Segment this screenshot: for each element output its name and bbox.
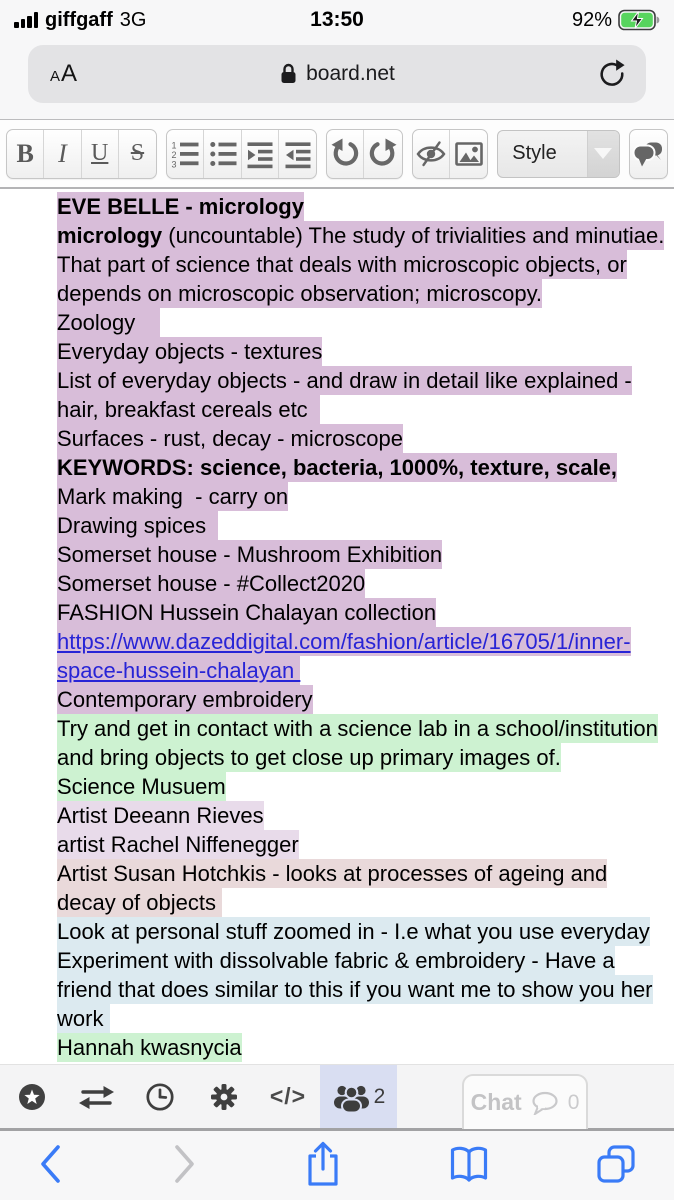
editor-line	[57, 975, 674, 1004]
editor-line	[57, 656, 674, 685]
ordered-list-icon	[170, 139, 200, 169]
text-segment: Science Musuem	[57, 774, 226, 799]
style-dropdown-arrow	[587, 131, 619, 177]
share-icon	[302, 1140, 344, 1188]
import-export-arrows-icon	[78, 1082, 115, 1112]
insert-image-button[interactable]	[450, 130, 487, 178]
text-segment: Hannah kwasnycia	[57, 1035, 242, 1060]
back-chevron-icon	[36, 1143, 66, 1185]
editor-line	[57, 221, 674, 250]
editor-line	[57, 743, 674, 772]
editor-line	[57, 859, 674, 888]
text-segment: Look at personal stuff zoomed in - I.e what you use everyday	[57, 919, 650, 944]
editor-line	[57, 685, 674, 714]
text-segment: Somerset house - Mushroom Exhibition	[57, 542, 443, 567]
star-button[interactable]	[0, 1065, 64, 1128]
editor-line	[57, 511, 674, 540]
text-segment: Artist Deeann Rieves	[57, 803, 264, 828]
forward-chevron-icon	[169, 1143, 199, 1185]
user-count-badge: 2	[373, 1084, 386, 1108]
tabs-icon	[594, 1142, 638, 1186]
underline-label: U	[91, 140, 109, 166]
text-segment: KEYWORDS: science, bacteria, 1000%, texture, scale,	[57, 455, 618, 480]
star-icon	[17, 1082, 47, 1112]
text-segment: friend that does similar to this if you want me to show you her	[57, 977, 653, 1002]
editor-line	[57, 424, 674, 453]
undo-button[interactable]	[327, 130, 364, 178]
text-segment: EVE BELLE - micrology	[57, 194, 304, 219]
url-display[interactable]	[28, 62, 646, 86]
italic-button[interactable]	[44, 130, 81, 178]
text-segment: List of everyday objects - and draw in detail like explained -	[57, 368, 632, 393]
editor-line	[57, 569, 674, 598]
chat-label: Chat	[470, 1089, 522, 1115]
embed-code-icon: </>	[269, 1083, 307, 1109]
history-group	[326, 129, 403, 179]
battery-charging-icon	[618, 9, 660, 31]
unordered-list-icon	[208, 139, 238, 169]
style-dropdown-label: Style	[512, 142, 557, 164]
editor-line	[57, 395, 674, 424]
text-segment: Try and get in contact with a science lab in a school/institution	[57, 716, 658, 741]
editor-line	[57, 250, 674, 279]
text-segment: That part of science that deals with microscopic objects, or	[57, 252, 627, 277]
chevron-down-icon	[594, 148, 612, 159]
undo-icon	[330, 138, 360, 170]
back-button[interactable]	[36, 1143, 66, 1185]
editor-line	[57, 1004, 674, 1033]
text-segment: Everyday objects - textures	[57, 339, 323, 364]
underline-button[interactable]	[82, 130, 119, 178]
unordered-list-button[interactable]	[204, 130, 241, 178]
editor-surface[interactable]	[0, 189, 674, 1064]
text-segment: Drawing spices	[57, 513, 219, 538]
import-export-button[interactable]	[64, 1065, 128, 1128]
text-segment: Contemporary embroidery	[57, 687, 313, 712]
battery-percent-label: 92%	[571, 8, 612, 31]
chat-tab[interactable]	[462, 1074, 588, 1129]
outdent-button[interactable]	[279, 130, 316, 178]
insert-image-icon	[454, 139, 484, 169]
bookmarks-button[interactable]	[447, 1142, 491, 1186]
insert-group	[412, 129, 489, 179]
list-group	[166, 129, 317, 179]
editor-line	[57, 482, 674, 511]
domain-label: board.net	[306, 62, 395, 85]
gear-icon	[209, 1082, 239, 1112]
comment-button[interactable]	[630, 130, 667, 178]
style-dropdown[interactable]	[497, 130, 619, 178]
hide-authorship-button[interactable]	[413, 130, 450, 178]
editor-line	[57, 801, 674, 830]
text-segment: hair, breakfast cereals etc	[57, 397, 320, 422]
strikethrough-label: S	[130, 140, 145, 166]
editor-line	[57, 366, 674, 395]
editor-line	[57, 279, 674, 308]
address-bar[interactable]	[28, 45, 646, 103]
tabs-button[interactable]	[594, 1142, 638, 1186]
forward-button[interactable]	[169, 1143, 199, 1185]
text-segment: Artist Susan Hotchkis - looks at processes of ageing and	[57, 861, 608, 886]
hide-authorship-colors-icon	[416, 139, 446, 169]
editor-line	[57, 453, 674, 482]
text-segment: and bring objects to get close up primary images of.	[57, 745, 561, 770]
editor-line	[57, 772, 674, 801]
editor-line	[57, 598, 674, 627]
text-segment: Experiment with dissolvable fabric & embroidery - Have a	[57, 948, 615, 973]
chat-count-badge: 0	[567, 1090, 580, 1114]
strikethrough-button[interactable]	[119, 130, 156, 178]
chat-bubbles-icon	[632, 139, 664, 169]
text-size-button[interactable]: AA	[50, 60, 79, 87]
hyperlink[interactable]: space-hussein-chalayan	[57, 658, 301, 683]
svg-text:3: 3	[171, 159, 177, 169]
text-segment: artist Rachel Niffenegger	[57, 832, 299, 857]
users-button[interactable]	[320, 1065, 397, 1128]
comment-group	[629, 129, 668, 179]
embed-code-button[interactable]	[256, 1065, 320, 1128]
italic-label: I	[58, 138, 67, 168]
text-segment: (uncountable) The study of trivialities and minutiae.	[162, 223, 665, 248]
ios-status-bar	[0, 0, 674, 40]
editor-line	[57, 540, 674, 569]
editor-line	[57, 1033, 674, 1062]
share-button[interactable]	[302, 1140, 344, 1188]
outdent-icon	[283, 139, 313, 169]
text-segment: FASHION Hussein Chalayan collection	[57, 600, 437, 625]
text-segment: Somerset house - #Collect2020	[57, 571, 366, 596]
editor-line	[57, 830, 674, 859]
editor-line	[57, 888, 674, 917]
clock-label: 13:50	[310, 8, 364, 31]
bold-button[interactable]	[7, 130, 44, 178]
users-icon	[332, 1082, 370, 1112]
editor-toolbar	[0, 120, 674, 189]
redo-button[interactable]	[364, 130, 401, 178]
indent-button[interactable]	[242, 130, 279, 178]
chat-bubble-icon	[531, 1091, 559, 1115]
indent-icon	[245, 139, 275, 169]
text-segment: micrology	[57, 223, 163, 248]
ordered-list-button[interactable]	[167, 130, 204, 178]
open-book-icon	[447, 1142, 491, 1186]
lock-icon	[279, 62, 298, 86]
text-segment: Zoology	[57, 310, 160, 335]
pad-footer-toolbar	[0, 1064, 674, 1131]
hyperlink[interactable]: https://www.dazeddigital.com/fashion/article/16705/1/inner-	[57, 629, 631, 654]
editor-line	[57, 337, 674, 366]
svg-text:1: 1	[171, 140, 177, 150]
carrier-label: giffgaff	[45, 8, 113, 31]
editor-line	[57, 308, 674, 337]
safari-bottom-bar	[0, 1131, 674, 1200]
text-segment: work	[57, 1006, 110, 1031]
safari-url-area	[0, 40, 674, 120]
text-segment: decay of objects	[57, 890, 223, 915]
format-group	[6, 129, 157, 179]
text-segment: depends on microscopic observation; microscopy.	[57, 281, 543, 306]
text-segment: Mark making - carry on	[57, 484, 289, 509]
svg-text:2: 2	[171, 149, 177, 160]
history-button[interactable]	[128, 1065, 192, 1128]
bold-label: B	[16, 138, 34, 168]
editor-line	[57, 946, 674, 975]
text-segment: Surfaces - rust, decay - microscope	[57, 426, 404, 451]
editor-line	[57, 627, 674, 656]
editor-line	[57, 917, 674, 946]
network-label: 3G	[119, 8, 147, 31]
editor-line	[57, 714, 674, 743]
redo-icon	[368, 138, 398, 170]
status-right-cluster	[572, 9, 660, 32]
history-clock-icon	[145, 1082, 175, 1112]
settings-button[interactable]	[192, 1065, 256, 1128]
editor-lines	[57, 192, 674, 1062]
editor-line	[57, 192, 674, 221]
